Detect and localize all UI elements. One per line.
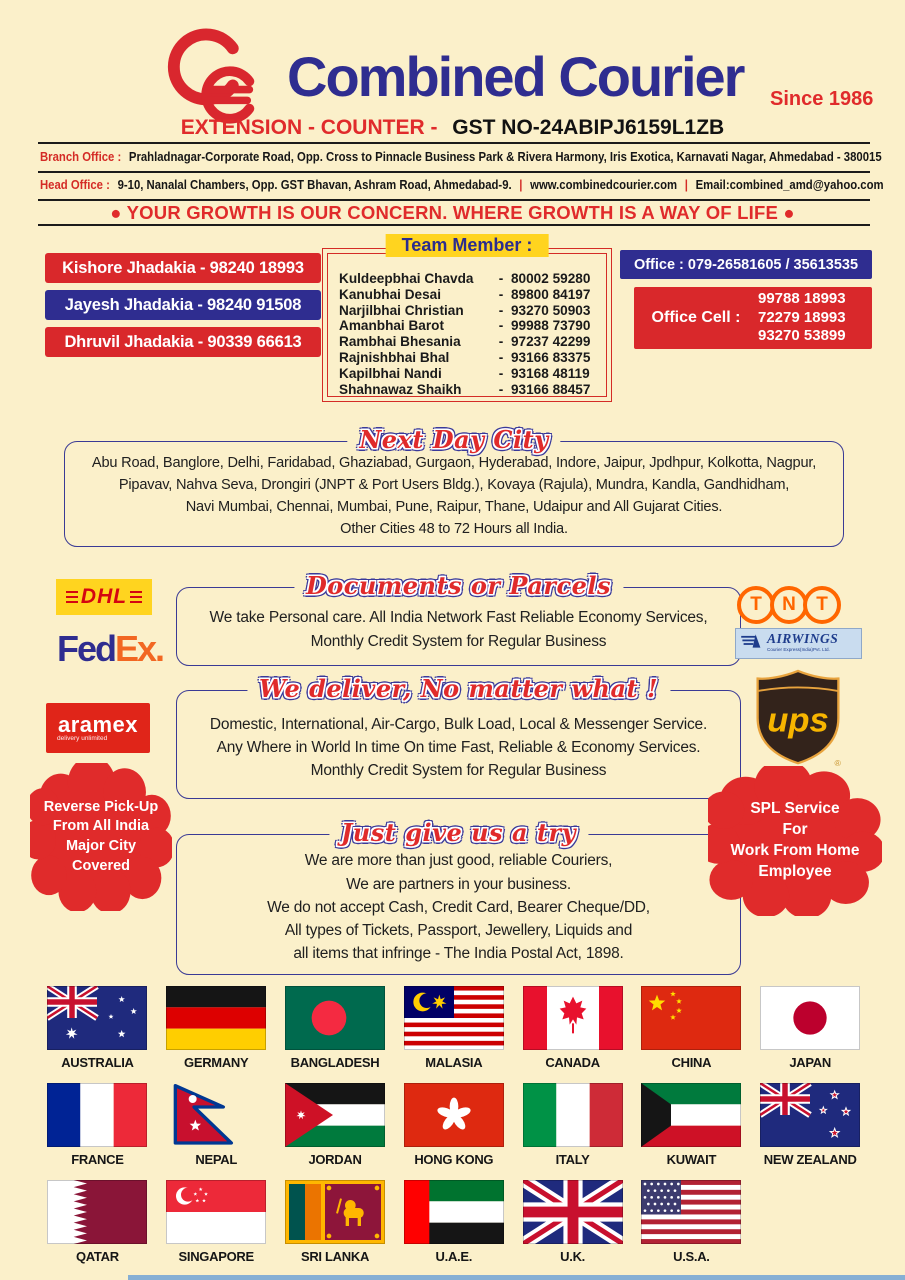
text-line: Monthly Credit System for Regular Business [310,632,607,650]
flag-australia-icon [47,986,147,1050]
flag-label: U.A.E. [435,1249,473,1264]
branch-office-label: Branch Office : [40,150,122,164]
text-line: We do not accept Cash, Credit Card, Bearer Cheque/DD, [267,898,650,916]
separator: - [498,271,504,286]
text-line: From All India [52,818,150,835]
flag-cell-uae [394,1180,513,1264]
documents-parcels-box [176,571,741,666]
we-deliver-title: We deliver, No matter what ! [247,674,670,703]
ups-logo [753,668,843,768]
text-line: Monthly Credit System for Regular Business [310,762,607,780]
next-day-city-title: Next Day City [347,425,560,454]
subtitle-gst: GST NO-24ABIPJ6159L1ZB [452,116,725,139]
flag-label: AUSTRALIA [61,1055,134,1070]
flag-italy-icon [523,1083,623,1147]
spl-service-badge [708,766,882,916]
flag-cell-canada [513,986,632,1070]
reverse-pickup-badge [30,763,172,911]
contact-bar-dhruvil: Dhruvil Jhadakia - 90339 66613 [45,327,321,357]
dhl-stripes-icon [130,596,142,599]
flag-japan-icon [760,986,860,1050]
flag-cell-germany [157,986,276,1070]
flag-cell-hongkong [394,1083,513,1167]
fedex-logo [57,628,163,670]
tnt-letter: N [770,586,808,624]
next-day-city-box [64,425,844,547]
flag-cell-newzealand [751,1083,870,1167]
flag-row [38,1180,870,1264]
flag-bangladesh-icon [285,986,385,1050]
team-member-phone: 99988 73790 [511,318,591,334]
contact-bar-kishore: Kishore Jhadakia - 98240 18993 [45,253,321,283]
text-line: Reverse Pick-Up [43,798,159,815]
text-line: Navi Mumbai, Chennai, Mumbai, Pune, Raipur, Thane, Udaipur and All Gujarat Cities. [185,499,723,515]
flag-cell-uk [513,1180,632,1264]
team-member-name: Amanbhai Barot [339,318,444,334]
flag-label: KUWAIT [666,1152,717,1167]
contact-bar-jayesh: Jayesh Jhadakia - 98240 91508 [45,290,321,320]
flag-germany-icon [166,986,266,1050]
divider [38,142,870,144]
team-member-heading: Team Member : [386,234,549,257]
text-line: Abu Road, Banglore, Delhi, Faridabad, Ghaziabad, Gurgaon, Hyderabad, Indore, Jaipur, Jpdhpur, Kolkotta, Nagpur, [91,455,817,472]
text-line: Covered [71,857,131,874]
text-line: We take Personal care. All India Network Fast Reliable Economy Services, [209,609,708,627]
flag-label: HONG KONG [414,1152,494,1167]
office-cell-number: 99788 18993 [758,290,846,308]
office-cell-numbers [758,290,872,346]
dhl-logo-text: DHL [80,585,128,608]
team-member-phone: 93166 83375 [511,349,591,365]
flag-newzealand-icon [760,1083,860,1147]
spl-service-text [708,766,882,916]
flag-singapore-icon [166,1180,266,1244]
office-cell-number: 72279 18993 [758,308,846,326]
flag-label: SRI LANKA [300,1249,370,1264]
flag-row [38,986,870,1070]
separator: | [519,178,523,192]
separator: - [498,349,504,365]
aramex-logo [46,703,150,753]
team-member-name: Kuldeepbhai Chavda [339,271,474,286]
text-line: all items that infringe - The India Postal Act, 1898. [293,945,624,963]
flag-china-icon [641,986,741,1050]
flag-label: SINGAPORE [178,1249,254,1264]
tnt-logo [737,586,841,624]
flag-cell-srilanka [276,1180,395,1264]
ups-logo-text: ups [767,701,829,740]
documents-parcels-text [177,588,740,665]
flag-cell-jordan [276,1083,395,1167]
website-text: www.combinedcourier.com [530,178,678,192]
flag-cell-nepal [157,1083,276,1167]
airwings-logo-text: AIRWINGS [767,630,839,646]
just-give-us-a-try-box [176,818,741,975]
head-office-row [40,178,884,192]
subtitle-line [0,116,905,140]
flag-label: ITALY [555,1152,590,1167]
flag-label: MALASIA [425,1055,483,1070]
divider [38,171,870,173]
team-member-row [339,366,601,382]
separator: - [498,302,504,318]
team-member-name: Shahnawaz Shaikh [339,381,462,397]
page-title: Combined Courier [287,45,744,108]
text-line: Any Where in World In time On time Fast, Reliable & Economy Services. [216,738,701,756]
team-member-phone: 80002 59280 [511,271,591,286]
flag-label: JORDAN [308,1152,362,1167]
team-member-phone: 93166 88457 [511,381,591,397]
flag-usa-icon [641,1180,741,1244]
flag-label: GERMANY [184,1055,249,1070]
office-cell-number: 93270 53899 [758,327,846,345]
reverse-pickup-text [30,763,172,911]
flag-label: CHINA [671,1055,712,1070]
ups-registered-mark: ® [834,758,841,768]
flag-label: U.S.A. [673,1249,710,1264]
text-line: All types of Tickets, Passport, Jewellery, Liquids and [284,922,633,940]
text-line: Domestic, International, Air-Cargo, Bulk Load, Local & Messenger Service. [209,715,708,733]
flag-srilanka-icon [285,1180,385,1244]
flag-uae-icon [404,1180,504,1244]
flag-malaysia-icon [404,986,504,1050]
office-cell-label: Office Cell : [651,309,741,326]
fedex-logo-text-fed: Fed [57,628,116,669]
flag-cell-japan [751,986,870,1070]
team-member-phone: 97237 42299 [511,334,591,350]
head-office-label: Head Office : [40,178,110,192]
flag-cell-bangladesh [276,986,395,1070]
flag-label: NEPAL [195,1152,237,1167]
text-line: For [782,821,808,839]
separator: - [498,365,504,381]
text-line: Other Cities 48 to 72 Hours all India. [340,520,568,537]
flag-qatar-icon [47,1180,147,1244]
team-member-row [339,318,601,334]
team-member-list [339,271,601,397]
tnt-letter: T [803,586,841,624]
flag-nepal-icon [166,1083,266,1147]
team-member-row [339,287,601,303]
text-line: We are more than just good, reliable Couriers, [304,852,613,870]
branch-office-row [40,150,882,164]
team-member-row [339,334,601,350]
flag-cell-australia [38,986,157,1070]
flag-cell-italy [513,1083,632,1167]
team-member-row [339,271,601,287]
tnt-letter: T [737,586,775,624]
flag-france-icon [47,1083,147,1147]
flag-label: QATAR [76,1249,119,1264]
team-member-name: Narjilbhai Christian [339,302,464,318]
flag-jordan-icon [285,1083,385,1147]
text-line: Major City [65,838,137,854]
bottom-accent-strip [128,1275,905,1280]
team-member-row [339,303,601,319]
separator: | [684,178,688,192]
dhl-stripes-icon [66,596,78,599]
flag-uk-icon [523,1180,623,1244]
country-flags-grid [38,986,870,1277]
flag-cell-malaysia [394,986,513,1070]
separator: - [498,334,504,350]
flag-row [38,1083,870,1167]
divider [38,224,870,226]
flag-cell-china [632,986,751,1070]
flag-cell-qatar [38,1180,157,1264]
airwings-logo [735,628,862,659]
text-line: Work From Home [730,842,860,859]
team-member-phone: 93270 50903 [511,302,591,318]
email-text: Email:combined_amd@yahoo.com [695,178,884,192]
subtitle-extension: EXTENSION - COUNTER - [180,116,438,139]
text-line: SPL Service [750,800,840,818]
team-member-box [322,235,612,402]
branch-office-address: Prahladnagar-Corporate Road, Opp. Cross to Pinnacle Business Park & Rivera Harmony, Iris Exotica, Karnavati Nagar, Ahmedabad - 380015 [128,150,882,164]
office-cell-box [634,287,872,349]
team-member-name: Rambhai Bhesania [339,334,461,350]
just-give-us-a-try-text [177,835,740,974]
flag-kuwait-icon [641,1083,741,1147]
dhl-logo [56,579,152,615]
flag-label: JAPAN [789,1055,831,1070]
flag-label: CANADA [545,1055,600,1070]
separator: - [498,286,504,302]
flag-label: FRANCE [71,1152,124,1167]
text-line: Employee [758,862,832,880]
slogan-text: ● YOUR GROWTH IS OUR CONCERN. WHERE GROWTH IS A WAY OF LIFE ● [110,202,795,223]
just-give-us-a-try-title: Just give us a try [329,818,588,847]
flag-hongkong-icon [404,1083,504,1147]
flag-label: BANGLADESH [290,1055,380,1070]
aramex-logo-text: aramex [57,711,139,737]
we-deliver-box [176,674,741,799]
flag-cell-kuwait [632,1083,751,1167]
text-line: Pipavav, Nahva Seva, Drongiri (JNPT & Port Users Bldg.), Kovaya (Rajula), Mundra, Kandla, Gandhidham, [118,477,790,494]
aramex-tagline: delivery unlimited [57,734,108,742]
text-line: We are partners in your business. [346,875,571,893]
separator: - [498,318,504,334]
we-deliver-text [177,691,740,798]
flag-cell-france [38,1083,157,1167]
documents-parcels-title: Documents or Parcels [294,571,623,600]
team-member-row [339,382,601,398]
flag-cell-usa [632,1180,751,1264]
team-member-name: Rajnishbhai Bhal [339,349,450,365]
separator: - [498,381,504,397]
since-label: Since 1986 [770,88,874,110]
fedex-logo-text-ex: Ex. [115,628,164,669]
flag-label: U.K. [560,1249,585,1264]
team-member-phone: 93168 48119 [511,365,590,381]
flag-cell-singapore [157,1180,276,1264]
flag-canada-icon [523,986,623,1050]
airwings-tagline: Courier Express(India)Pvt. Ltd. [767,646,830,652]
team-member-row [339,350,601,366]
flag-label: NEW ZEALAND [763,1152,857,1167]
head-office-address: 9-10, Nanalal Chambers, Opp. GST Bhavan, Ashram Road, Ahmedabad-9. [117,178,512,192]
airwings-wing-icon [740,631,764,656]
team-member-name: Kanubhai Desai [339,286,441,302]
team-member-name: Kapilbhai Nandi [339,365,442,381]
team-member-phone: 89800 84197 [511,286,591,302]
next-day-city-text [65,442,843,546]
office-phone-bar: Office : 079-26581605 / 35613535 [620,250,872,279]
